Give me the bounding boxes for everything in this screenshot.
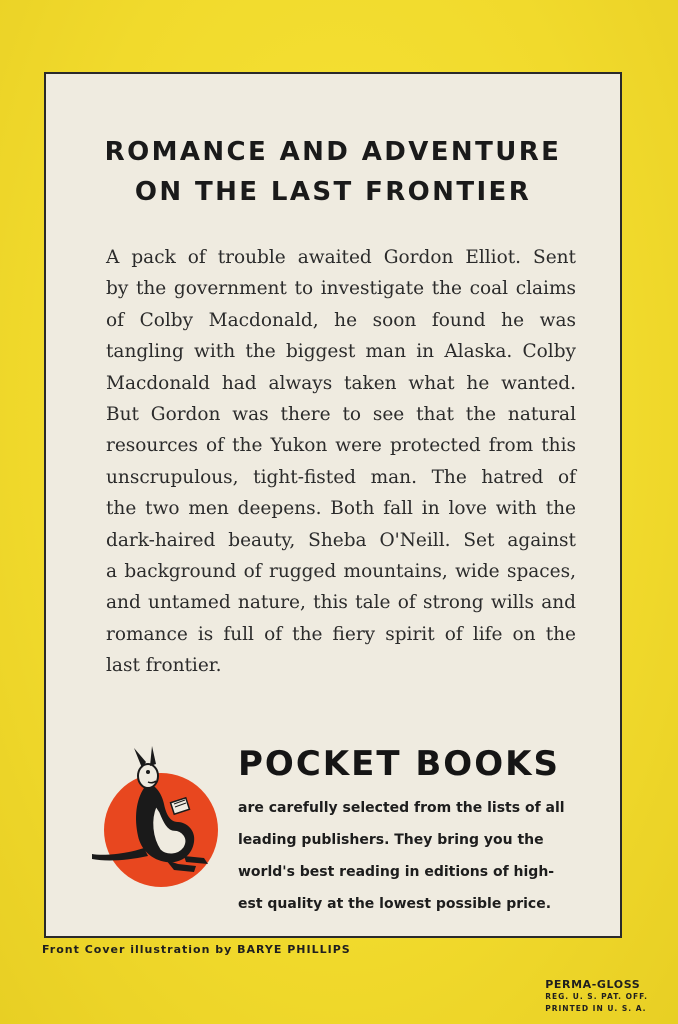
perma-gloss-trademark: REG. U. S. PAT. OFF. bbox=[545, 992, 648, 1001]
perma-gloss-title: PERMA-GLOSS bbox=[545, 978, 641, 991]
synopsis-line: dark-haired beauty, Sheba O'Neill. Set against bbox=[106, 529, 576, 551]
synopsis-line: A pack of trouble awaited Gordon Elliot. Sent bbox=[106, 247, 576, 268]
tagline-line: are carefully selected from the lists of all bbox=[238, 800, 565, 816]
kangaroo-logo-icon bbox=[86, 738, 222, 894]
synopsis-line: Macdonald had always taken what he wanted. bbox=[106, 372, 576, 394]
synopsis-line: unscrupulous, tight-fisted man. The hatred of bbox=[106, 466, 576, 488]
tagline-line: est quality at the lowest possible price. bbox=[238, 896, 552, 912]
synopsis-line: resources of the Yukon were protected from this bbox=[106, 435, 576, 457]
synopsis-line: by the government to investigate the coal claims bbox=[106, 278, 576, 300]
perma-gloss-mark bbox=[545, 978, 648, 1015]
synopsis-line: the two men deepens. Both fall in love with the bbox=[106, 498, 576, 520]
heading-line-2: ON THE LAST FRONTIER bbox=[134, 177, 532, 207]
synopsis-line: of Colby Macdonald, he soon found he was bbox=[106, 309, 576, 331]
synopsis-line: But Gordon was there to see that the natural bbox=[106, 404, 576, 426]
synopsis-line: last frontier. bbox=[106, 655, 222, 677]
synopsis-line: romance is full of the fiery spirit of life on the bbox=[106, 623, 576, 645]
publisher-name: POCKET BOOKS bbox=[238, 744, 560, 784]
synopsis bbox=[106, 242, 576, 682]
publisher-tagline bbox=[238, 792, 570, 920]
synopsis-line: and untamed nature, this tale of strong wills and bbox=[106, 592, 576, 614]
text-panel bbox=[44, 72, 622, 938]
tagline-line: world's best reading in editions of high- bbox=[238, 864, 555, 880]
cover-illustration-credit: Front Cover illustration by BARYE PHILLIPS bbox=[42, 943, 351, 956]
perma-gloss-printed: PRINTED IN U. S. A. bbox=[545, 1004, 647, 1013]
tagline-line: leading publishers. They bring you the bbox=[238, 832, 544, 848]
synopsis-line: tangling with the biggest man in Alaska. Colby bbox=[106, 341, 576, 363]
heading-line-1: ROMANCE AND ADVENTURE bbox=[104, 137, 562, 167]
heading bbox=[46, 132, 620, 212]
synopsis-line: a background of rugged mountains, wide spaces, bbox=[106, 561, 576, 583]
